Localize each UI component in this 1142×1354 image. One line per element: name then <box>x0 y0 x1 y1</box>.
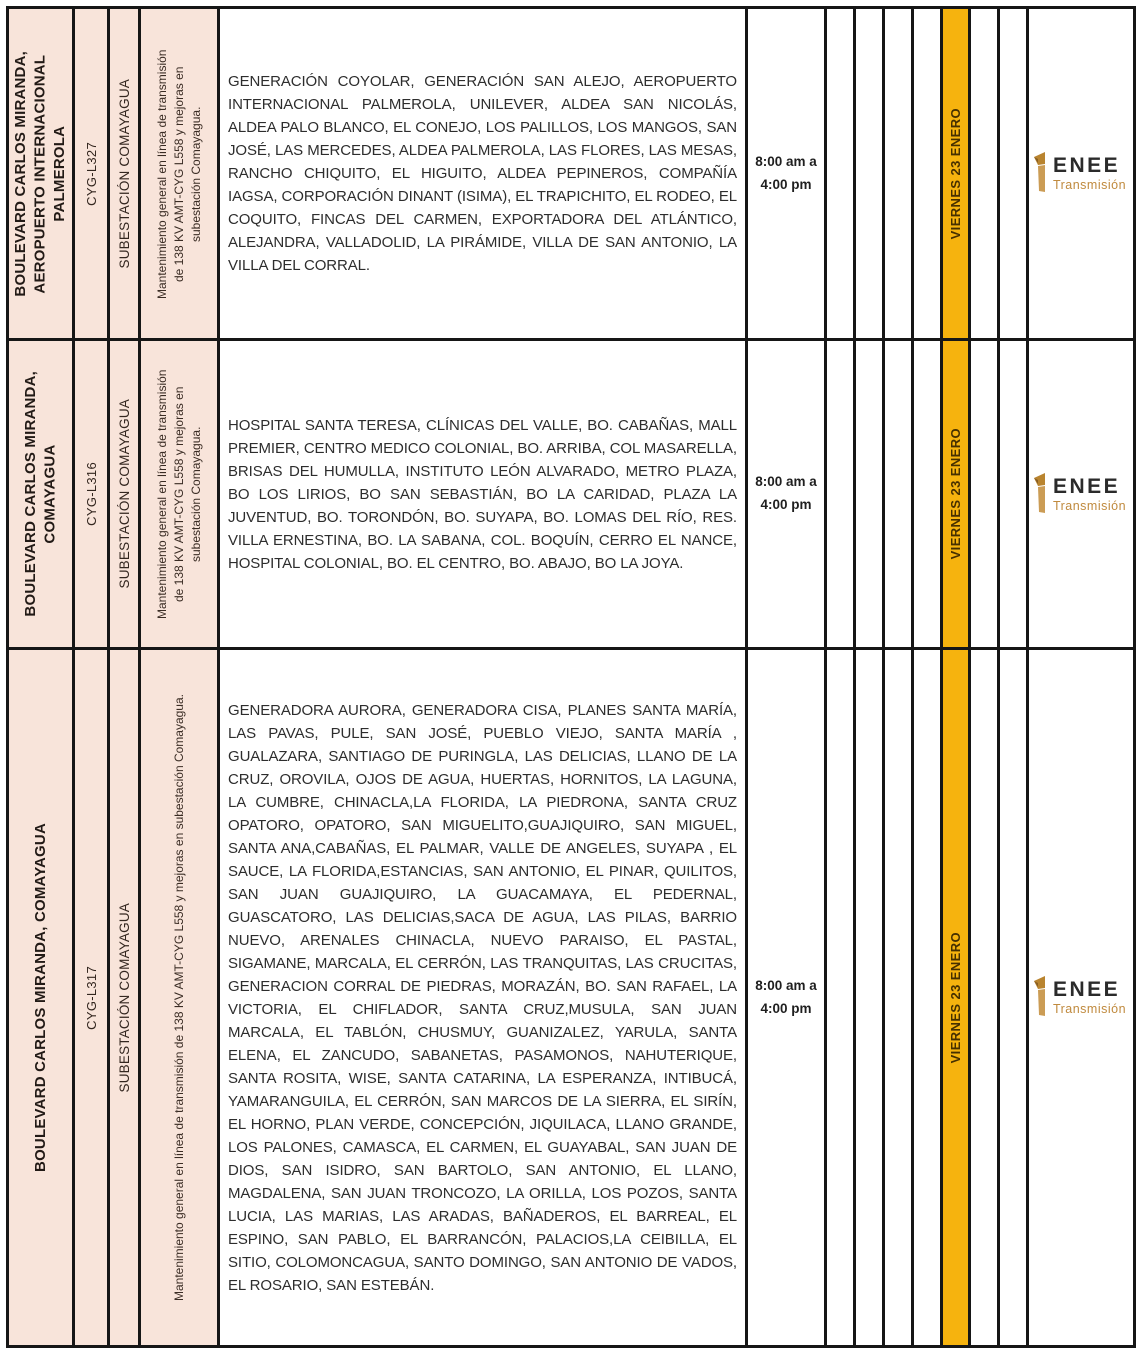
circuit-code-cell <box>75 341 110 647</box>
date-text: VIERNES 23 ENERO <box>948 107 963 240</box>
route-title-cell <box>9 650 75 1345</box>
route-title-cell <box>9 9 75 338</box>
substation-label: SUBESTACIÓN COMAYAGUA <box>116 902 132 1093</box>
maintenance-cell <box>141 9 220 338</box>
circuit-code-cell <box>75 650 110 1345</box>
schedule-cell <box>748 650 827 1345</box>
enee-logo-name: ENEE <box>1052 978 1121 1001</box>
empty-cell <box>971 341 1000 647</box>
empty-cell <box>827 650 856 1345</box>
empty-cell <box>971 9 1000 338</box>
empty-cell <box>1000 341 1029 647</box>
enee-logo-name: ENEE <box>1052 154 1121 177</box>
enee-logo <box>1033 469 1129 520</box>
empty-cell <box>885 650 914 1345</box>
enee-bolt-icon <box>1033 150 1048 197</box>
affected-areas-cell <box>220 650 748 1345</box>
empty-cell <box>914 650 943 1345</box>
enee-bolt-icon <box>1033 974 1048 1021</box>
schedule-text: 8:00 am a 4:00 pm <box>755 153 817 192</box>
empty-cell <box>885 341 914 647</box>
empty-cell <box>914 341 943 647</box>
enee-logo-subtitle: Transmisión <box>1052 1002 1127 1016</box>
affected-areas-cell <box>220 341 748 647</box>
date-text: VIERNES 23 ENERO <box>948 931 963 1064</box>
empty-cell <box>856 650 885 1345</box>
enee-logo-name: ENEE <box>1052 474 1121 498</box>
enee-logo-text <box>1053 155 1126 192</box>
empty-cell <box>885 9 914 338</box>
substation-cell <box>110 341 141 647</box>
empty-cell <box>914 9 943 338</box>
affected-areas-text: GENERADORA AURORA, GENERADORA CISA, PLANES SANTA MARÍA, LAS PAVAS, PULE, SAN JOSÉ, PUEBLO VIEJO, SANTA MARÍA , GUALAZARA, SANTIAGO DE PURINGLA, LAS DELICIAS, LLANO DE LA CRUZ, OROVILA, OJOS DE AGUA, HUERTAS, HORNITOS, LA LAGUNA, LA CUMBRE, CHINACLA,LA FLORIDA, LA PIEDRONA, SANTA CRUZ OPATORO, OPATORO, SAN MIGUELITO,GUAJIQUIRO, SAN MIGUEL, SANTA ANA,CABAÑAS, EL PALMAR, VALLE DE ANGELES, SUYAPA , EL SAUCE, LA FLORIDA,ESTANCIAS, SAN ANTONIO, EL PINAR, QUILITOS, SAN JUAN GUAJIQUIRO, LA GUACAMAYA, EL PEDERNAL, GUASCATORO, LAS DELICIAS,SACA DE AGUA, LAS PILAS, BARRIO NUEVO, ARENALES CHINACLA, NUEVO PARAISO, EL PASTAL, SIGAMANE, MARCALA, EL CERRÓN, LAS TRANQUITAS, LAS CRUCITAS, GENERACION CORRAL DE PIEDRAS, MORAZÁN, BO. SAN RAFAEL, LA VICTORIA, EL CHIFLADOR, SANTA CRUZ,MUSULA, SAN JUAN MARCALA, EL TABLÓN, CHUSMUY, GUANIZALEZ, YARULA, SANTA ELENA, EL ZANCUDO, SABANETAS, PASAMONOS, NAHUTERIQUE, SANTA ROSITA, WISE, SANTA CATARINA, LA ESPERANZA, INTIBUCÁ, YAMARANGUILA, EL CERRÓN, SAN MARCOS DE LA SIERRA, EL SIRÍN, EL HORNO, PLAN VERDE, CONCEPCIÓN, JIQUILACA, LLANO GRANDE, LOS PALONES, CAMASCA, EL CARMEN, EL GUAYABAL, SAN JUAN DE DIOS, SAN ISIDRO, SAN BARTOLO, SAN ANTONIO, EL LLANO, MAGDALENA, SAN JUAN TRONCOZO, LA ORILLA, LOS POZOS, SANTA LUCIA, LAS MARIAS, LAS ARADAS, BAÑADEROS, EL BARREAL, EL ESPINO, SAN PABLO, EL BARRANCÓN, PALACIOS,LA CEIBILLA, EL SITIO, COLOMONCAGUA, SANTO DOMINGO, SAN ANTONIO DE VADOS, EL ROSARIO, SAN ESTEBÁN. <box>228 701 737 1294</box>
substation-cell <box>110 9 141 338</box>
empty-cell <box>971 650 1000 1345</box>
empty-cell <box>827 341 856 647</box>
maintenance-description: Mantenimiento general en línea de transmisión de 138 KV AMT-CYG L558 y mejoras en subestación Comayagua. <box>154 48 203 299</box>
route-title: BOULEVARD CARLOS MIRANDA, COMAYAGUA <box>31 823 49 1172</box>
empty-cell <box>1000 9 1029 338</box>
logo-cell <box>1029 341 1133 647</box>
maintenance-cell <box>141 341 220 647</box>
enee-logo-subtitle: Transmisión <box>1052 178 1127 192</box>
schedule-text: 8:00 am a 4:00 pm <box>755 977 817 1016</box>
empty-cell <box>856 341 885 647</box>
circuit-code: CYG-L316 <box>83 462 99 526</box>
table-row <box>9 9 1133 341</box>
maintenance-cell <box>141 650 220 1345</box>
logo-cell <box>1029 650 1133 1345</box>
empty-cell <box>856 9 885 338</box>
affected-areas-cell <box>220 9 748 338</box>
enee-bolt-icon <box>1033 471 1048 518</box>
table-row <box>9 650 1133 1345</box>
date-highlight-cell <box>943 9 971 338</box>
table-row <box>9 341 1133 650</box>
schedule-text: 8:00 am a 4:00 pm <box>755 474 817 512</box>
route-title-cell <box>9 341 75 647</box>
enee-logo <box>1033 972 1129 1023</box>
empty-cell <box>827 9 856 338</box>
maintenance-description: Mantenimiento general en línea de transmisión de 138 KV AMT-CYG L558 y mejoras en subestación Comayagua. <box>171 693 186 1301</box>
circuit-code: CYG-L317 <box>83 965 99 1030</box>
schedule-cell <box>748 9 827 338</box>
enee-logo-text <box>1053 979 1126 1016</box>
maintenance-description: Mantenimiento general en línea de transmisión de 138 KV AMT-CYG L558 y mejoras en subestación Comayagua. <box>154 369 203 619</box>
date-highlight-cell <box>943 341 971 647</box>
substation-label: SUBESTACIÓN COMAYAGUA <box>116 399 132 589</box>
substation-cell <box>110 650 141 1345</box>
logo-cell <box>1029 9 1133 338</box>
route-title: BOULEVARD CARLOS MIRANDA, AEROPUERTO INTERNACIONAL PALMEROLA <box>12 50 69 297</box>
substation-label: SUBESTACIÓN COMAYAGUA <box>116 78 132 269</box>
enee-logo-subtitle: Transmisión <box>1052 498 1127 513</box>
enee-logo <box>1033 148 1129 199</box>
affected-areas-text: HOSPITAL SANTA TERESA, CLÍNICAS DEL VALLE, BO. CABAÑAS, MALL PREMIER, CENTRO MEDICO COLONIAL, BO. ARRIBA, COL MASARELLA, BRISAS DEL HUMULLA, INSTITUTO LEÓN ALVARADO, METRO PLAZA, BO LOS LIRIOS, BO SAN SEBASTIÁN, BO LA CARIDAD, PLAZA LA JUVENTUD, BO. TORONDÓN, BO. SUYAPA, BO. LOMAS DEL RÍO, RES. VILLA ERNESTINA, BO. LA SABANA, COL. BOQUÍN, CERRO EL NANCE, HOSPITAL COLONIAL, BO. EL CENTRO, BO. ABAJO, BO LA JOYA. <box>228 416 737 572</box>
empty-cell <box>1000 650 1029 1345</box>
circuit-code-cell <box>75 9 110 338</box>
schedule-cell <box>748 341 827 647</box>
circuit-code: CYG-L327 <box>83 141 99 206</box>
date-highlight-cell <box>943 650 971 1345</box>
affected-areas-text: GENERACIÓN COYOLAR, GENERACIÓN SAN ALEJO, AEROPUERTO INTERNACIONAL PALMEROLA, UNILEVER, ALDEA SAN NICOLÁS, ALDEA PALO BLANCO, EL CONEJO, LOS PALILLOS, LOS MANGOS, SAN JOSÉ, LAS MERCEDES, ALDEA PALMEROLA, LAS FLORES, LAS MESAS, RANCHO CHIQUITO, EL HIGUITO, ALDEA PEPINEROS, COMPAÑÍA IAGSA, CORPORACIÓN DINANT (ISIMA), EL TRAPICHITO, EL RODEO, EL COQUITO, FINCAS DEL CARMEN, EXPORTADORA DEL ATLÁNTICO, ALEJANDRA, VALLADOLID, LA PIRÁMIDE, VILLA DE SAN ANTONIO, LA VILLA DEL CORRAL. <box>228 73 737 274</box>
date-text: VIERNES 23 ENERO <box>948 428 963 560</box>
enee-logo-text <box>1053 476 1126 513</box>
route-title: BOULEVARD CARLOS MIRANDA, COMAYAGUA <box>22 371 59 617</box>
outage-schedule-table <box>6 6 1136 1348</box>
